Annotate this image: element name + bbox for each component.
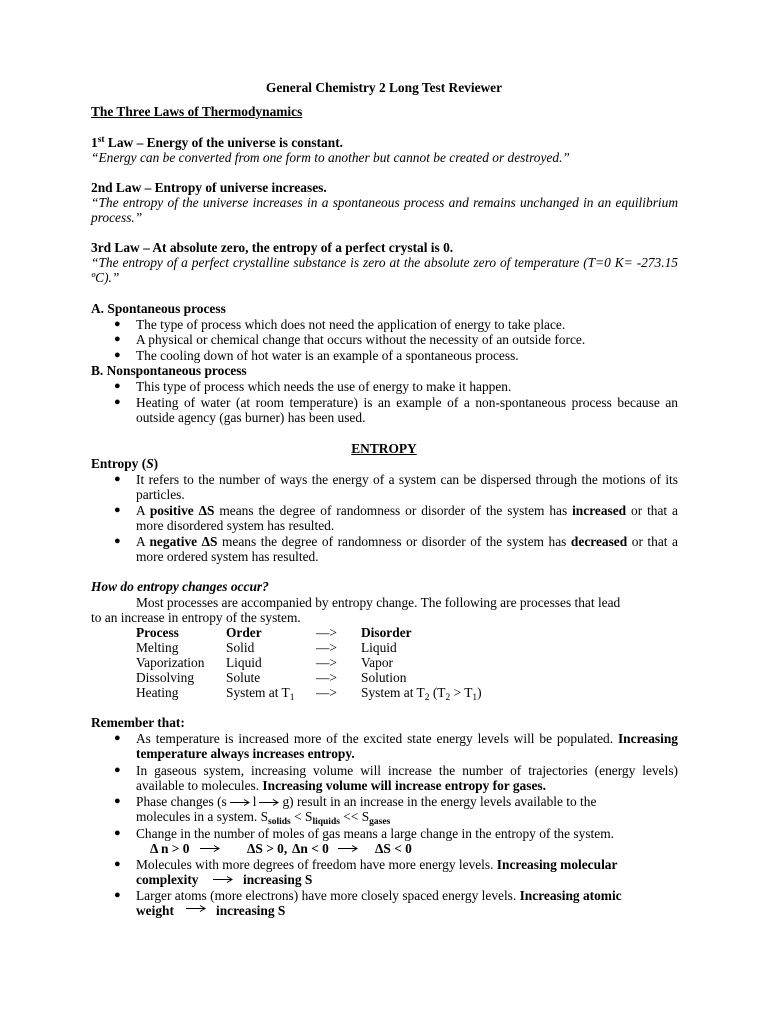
complexity-label: complexity (136, 872, 199, 887)
law1-heading-text: Law – Energy of the universe is constant. (104, 135, 344, 150)
bullet-icon: ● (114, 333, 121, 345)
bold-span: decreased (570, 534, 628, 549)
right-arrow-icon (257, 798, 281, 807)
text-span: Larger atoms (more electrons) have more closely spaced energy levels. (136, 888, 520, 903)
subscript: 2 (424, 693, 430, 703)
bullet-icon: ● (114, 732, 121, 744)
remember-item-moles: Change in the number of moles of gas means a large change in the entropy of the system. (136, 826, 614, 841)
table-cell: Dissolving (136, 670, 195, 685)
right-arrow-icon (211, 875, 235, 884)
subscript: 1 (289, 693, 295, 703)
table-cell: —> (316, 655, 337, 670)
text-span: g) result in an increase in the energy levels available to the (282, 794, 597, 809)
atomic-result: increasing S (216, 903, 286, 918)
table-cell: Vaporization (136, 655, 205, 670)
bullet-icon: ● (114, 795, 121, 807)
nonspontaneous-heading: B. Nonspontaneous process (91, 363, 247, 378)
nonspontaneous-bullet: Heating of water (at room temperature) is an example of a non-spontaneous process because an outside agency (gas burner) has been used. (136, 395, 678, 426)
text-span: Molecules with more degrees of freedom have more energy levels. (136, 857, 497, 872)
entropy-heading: ENTROPY (351, 441, 417, 456)
how-heading: How do entropy changes occur? (91, 579, 269, 594)
bullet-icon: ● (114, 889, 121, 901)
text-span: System at T (226, 685, 290, 700)
table-cell: Liquid (226, 655, 262, 670)
text-span: or that a more disordered system has resulted. (136, 503, 678, 534)
remember-item-phase (136, 794, 596, 809)
text-span: As temperature is increased more of the excited state energy levels will be populated. (136, 731, 618, 746)
table-cell (226, 685, 295, 703)
remember-item-temperature (136, 731, 678, 762)
how-paragraph-line1: Most processes are accompanied by entropy change. The following are processes that lead (136, 595, 621, 610)
remember-heading: Remember that: (91, 715, 185, 730)
text-span: A (136, 503, 150, 518)
text-span: In gaseous system, increasing volume will increase the number of trajectories (energy levels) available to molecules. (136, 763, 678, 794)
bold-span: Increasing temperature always increases entropy. (136, 731, 678, 762)
bullet-icon: ● (114, 764, 121, 776)
nonspontaneous-bullet: This type of process which needs the use of energy to make it happen. (136, 379, 512, 394)
remember-item-complexity (136, 857, 678, 872)
spontaneous-bullet: A physical or chemical change that occurs without the necessity of an outside force. (136, 332, 586, 347)
text-span: < S (290, 809, 313, 824)
text-span: (T (429, 685, 446, 700)
how-paragraph-line2: to an increase in entropy of the system. (91, 610, 301, 625)
text-span: molecules in a system. S (136, 809, 269, 824)
bullet-icon: ● (114, 349, 121, 361)
subscript: gases (369, 817, 391, 827)
moles-formula-2: ΔS > 0, (247, 841, 288, 856)
right-arrow-icon (228, 798, 252, 807)
law1-num: 1 (91, 135, 98, 150)
bold-span: Increasing molecular (496, 857, 618, 872)
bullet-icon: ● (114, 318, 121, 330)
entropy-bullet: It refers to the number of ways the energy of a system can be dispersed through the motions of its particles. (136, 472, 678, 503)
entropy-label (91, 456, 158, 471)
bold-span: Increasing volume will increase entropy for gases. (262, 778, 546, 794)
atomic-label: weight (136, 903, 174, 918)
text-span: Phase changes (s (136, 794, 227, 809)
bullet-icon: ● (114, 380, 121, 392)
table-cell: Solid (226, 640, 255, 655)
bullet-icon: ● (114, 827, 121, 839)
remember-item-volume (136, 763, 678, 794)
law2-heading: 2nd Law – Entropy of universe increases. (91, 180, 327, 195)
moles-formula-1: Δ n > 0 (150, 841, 190, 856)
text-span: System at T (361, 685, 425, 700)
text-span: means the degree of randomness or disorder of the system has (214, 503, 573, 518)
entropy-bullet-positive (136, 503, 678, 534)
right-arrow-icon (184, 904, 208, 913)
bold-span: Increasing atomic (519, 888, 622, 903)
table-cell: Melting (136, 640, 179, 655)
bullet-icon: ● (114, 396, 121, 408)
law2-quote: “The entropy of the universe increases in a spontaneous process and remains unchanged in an equilibrium process.” (91, 195, 678, 226)
moles-formula-3: Δn < 0 (292, 841, 329, 856)
text-span: ) (477, 685, 482, 700)
table-header-arrow: —> (316, 625, 337, 640)
subscript: liquids (312, 817, 340, 827)
table-cell: —> (316, 670, 337, 685)
entropy-label-a: Entropy ( (91, 456, 147, 471)
bullet-icon: ● (114, 473, 121, 485)
bold-span: positive ΔS (149, 503, 215, 518)
section-heading: The Three Laws of Thermodynamics (91, 104, 303, 119)
table-header-order: Order (226, 625, 262, 640)
text-span: A (136, 534, 150, 549)
spontaneous-heading: A. Spontaneous process (91, 301, 226, 316)
subscript: 1 (472, 693, 478, 703)
spontaneous-bullet: The type of process which does not need the application of energy to take place. (136, 317, 566, 332)
law3-heading: 3rd Law – At absolute zero, the entropy of a perfect crystal is 0. (91, 240, 454, 255)
table-cell: Liquid (361, 640, 397, 655)
table-header-process: Process (136, 625, 179, 640)
remember-item-phase-line2 (136, 809, 391, 827)
text-span: or that a more ordered system has resulted. (136, 534, 678, 565)
table-cell: Heating (136, 685, 179, 700)
entropy-bullet-negative (136, 534, 678, 565)
right-arrow-icon (336, 844, 360, 853)
table-cell (361, 685, 482, 703)
bold-span: increased (572, 503, 627, 518)
spontaneous-bullet: The cooling down of hot water is an example of a spontaneous process. (136, 348, 519, 363)
bold-span: negative ΔS (149, 534, 218, 549)
entropy-label-b: ) (153, 456, 159, 471)
law1-heading (91, 135, 343, 150)
law3-quote: “The entropy of a perfect crystalline substance is zero at the absolute zero of temperature (T=0 K= -273.15 ºC).” (91, 255, 678, 286)
table-cell: Solute (226, 670, 261, 685)
table-cell: Vapor (361, 655, 393, 670)
complexity-result: increasing S (243, 872, 313, 887)
table-cell: —> (316, 640, 337, 655)
bullet-icon: ● (114, 504, 121, 516)
table-cell: Solution (361, 670, 407, 685)
text-span: << S (339, 809, 370, 824)
document-title: General Chemistry 2 Long Test Reviewer (265, 80, 503, 95)
remember-item-atomic (136, 888, 678, 903)
bullet-icon: ● (114, 535, 121, 547)
moles-formula-4: ΔS < 0 (375, 841, 412, 856)
subscript: 2 (445, 693, 451, 703)
subscript: solids (268, 817, 291, 827)
table-header-disorder: Disorder (361, 625, 412, 640)
law1-sup: st (97, 135, 105, 145)
law1-quote: “Energy can be converted from one form to another but cannot be created or destroyed.” (91, 150, 570, 165)
right-arrow-icon (198, 844, 222, 853)
table-cell: —> (316, 685, 337, 700)
text-span: l (252, 794, 257, 809)
text-span: means the degree of randomness or disorder of the system has (217, 534, 571, 549)
bullet-icon: ● (114, 858, 121, 870)
entropy-label-s: S (146, 456, 154, 471)
text-span: > T (450, 685, 473, 700)
